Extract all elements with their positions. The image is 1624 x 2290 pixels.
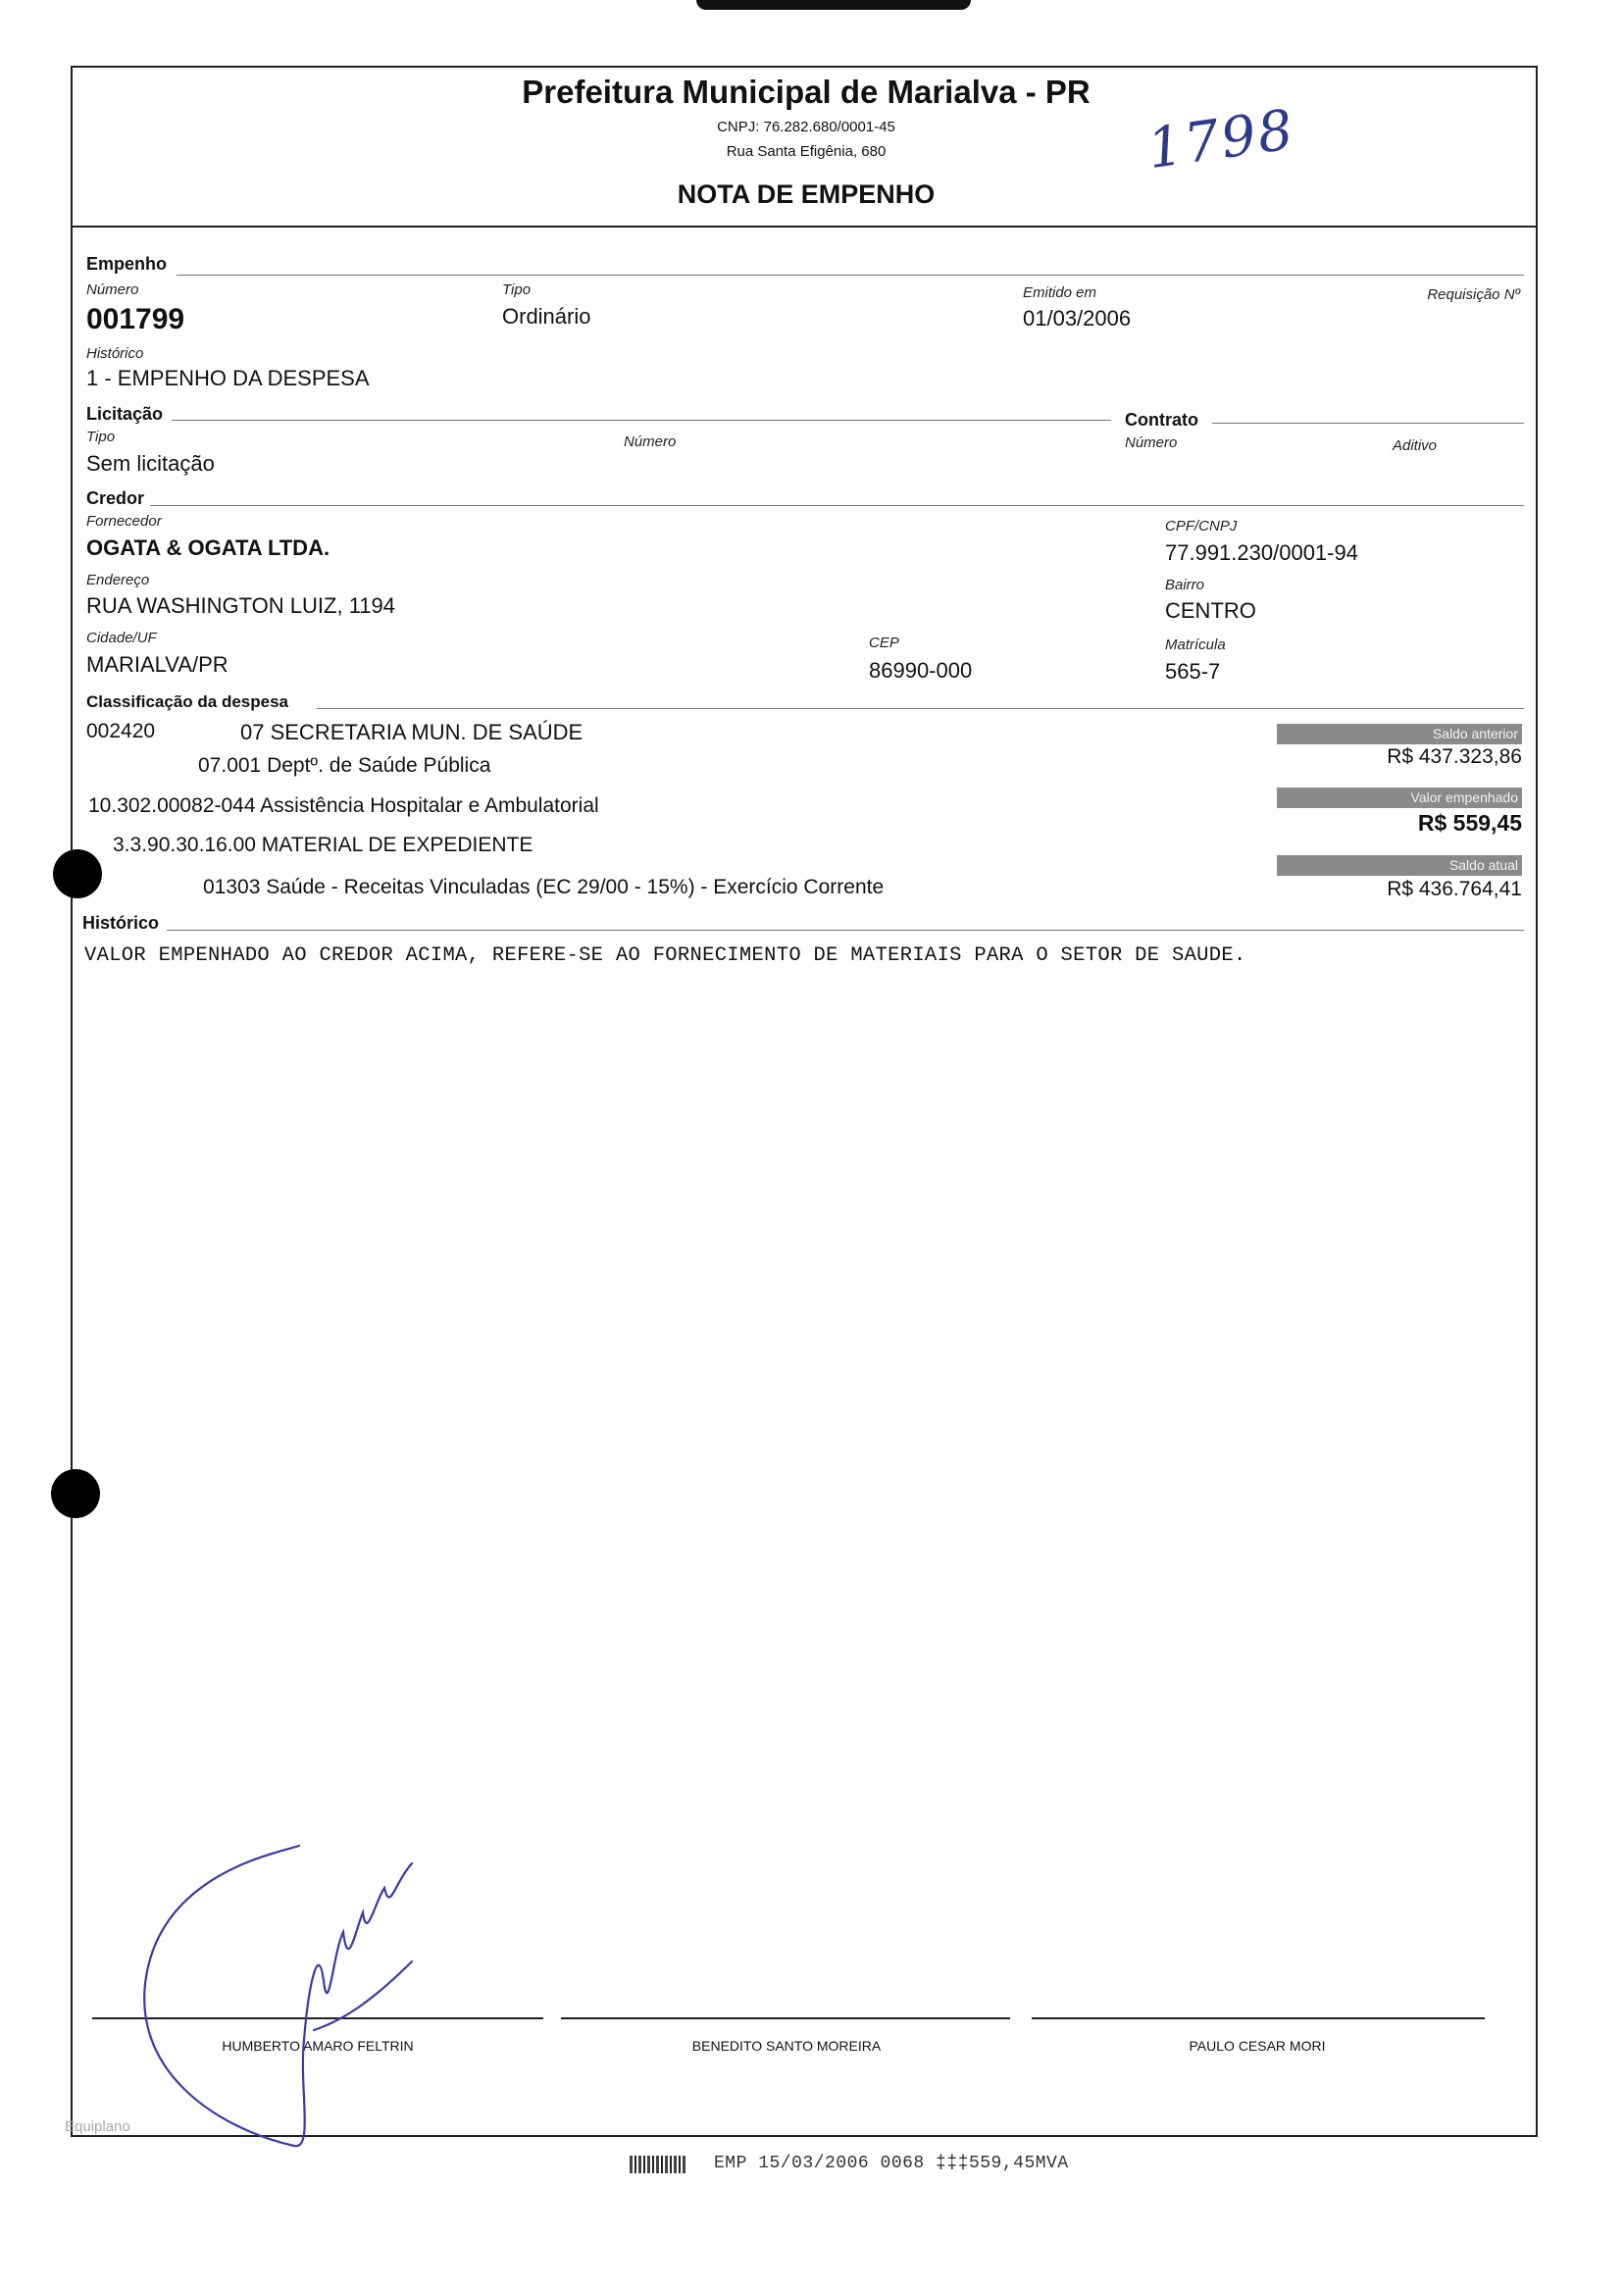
classificacao-fonte: 01303 Saúde - Receitas Vinculadas (EC 29/00 - 15%) - Exercício Corrente: [203, 876, 885, 898]
empenho-numero-label: Número: [86, 281, 139, 298]
section-rule: [172, 420, 1111, 421]
signatory-name: BENEDITO SANTO MOREIRA: [691, 2038, 882, 2054]
endereco-value: RUA WASHINGTON LUIZ, 1194: [86, 593, 396, 618]
section-rule: [177, 275, 1524, 276]
cidade-value: MARIALVA/PR: [86, 652, 228, 677]
binder-hole: [53, 849, 102, 898]
fornecedor-label: Fornecedor: [86, 513, 162, 530]
saldo-anterior-value: R$ 437.323,86: [1387, 745, 1522, 768]
signature-line: [1032, 2017, 1485, 2019]
classificacao-funcional: 10.302.00082-044 Assistência Hospitalar e Ambulatorial: [88, 794, 599, 817]
cep-label: CEP: [869, 635, 899, 651]
doc-title: NOTA DE EMPENHO: [677, 179, 936, 209]
classificacao-code: 002420: [86, 720, 156, 742]
org-name: Prefeitura Municipal de Marialva - PR: [522, 74, 1091, 110]
saldo-atual-value: R$ 436.764,41: [1387, 878, 1522, 900]
requisicao-label: Requisição Nº: [1427, 286, 1520, 303]
contrato-numero-label: Número: [1125, 434, 1178, 451]
cpf-label: CPF/CNPJ: [1165, 518, 1238, 534]
cidade-label: Cidade/UF: [86, 630, 157, 646]
saldo-anterior-badge: Saldo anterior: [1277, 724, 1522, 744]
contrato-aditivo-label: Aditivo: [1393, 437, 1438, 454]
section-rule: [167, 930, 1524, 931]
valor-empenhado-value: R$ 559,45: [1417, 810, 1522, 836]
header-divider: [71, 226, 1538, 228]
section-rule: [150, 505, 1524, 506]
licitacao-tipo-label: Tipo: [86, 429, 116, 445]
section-classificacao: Classificação da despesa: [86, 692, 289, 711]
barcode-icon: [630, 2156, 686, 2173]
empenho-tipo-label: Tipo: [502, 281, 532, 298]
valor-empenhado-badge: Valor empenhado: [1277, 788, 1522, 808]
emitido-date: 01/03/2006: [1023, 306, 1132, 331]
cep-value: 86990-000: [869, 658, 973, 683]
emitido-label: Emitido em: [1023, 284, 1097, 301]
section-licitacao: Licitação: [86, 404, 164, 424]
handwritten-number: 1798: [1143, 97, 1299, 182]
licitacao-numero-label: Número: [624, 433, 677, 450]
software-watermark: Equiplano: [65, 2118, 130, 2135]
endereco-label: Endereço: [86, 572, 150, 588]
matricula-label: Matrícula: [1165, 636, 1226, 653]
scan-edge-mark: [696, 0, 971, 10]
bairro-value: CENTRO: [1165, 598, 1256, 623]
empenho-tipo: Ordinário: [502, 304, 591, 329]
classificacao-orgao: 07 SECRETARIA MUN. DE SAÚDE: [240, 720, 584, 744]
section-rule: [1212, 423, 1524, 424]
cpf-value: 77.991.230/0001-94: [1165, 540, 1358, 565]
classificacao-unidade: 07.001 Deptº. de Saúde Pública: [198, 754, 491, 777]
section-rule: [317, 708, 1524, 709]
bairro-label: Bairro: [1165, 577, 1205, 593]
matricula-value: 565-7: [1165, 659, 1221, 684]
signatory-name: HUMBERTO AMARO FELTRIN: [222, 2038, 414, 2054]
signatory-name: PAULO CESAR MORI: [1189, 2038, 1326, 2054]
empenho-numero: 001799: [86, 303, 185, 335]
fornecedor-name: OGATA & OGATA LTDA.: [86, 535, 330, 560]
historico-text: VALOR EMPENHADO AO CREDOR ACIMA, REFERE-SE AO FORNECIMENTO DE MATERIAIS PARA O SETOR DE SAUDE.: [84, 944, 1246, 967]
empenho-historico-label: Histórico: [86, 345, 144, 362]
org-cnpj: CNPJ: 76.282.680/0001-45: [717, 119, 895, 135]
section-credor: Credor: [86, 488, 145, 508]
section-empenho: Empenho: [86, 254, 168, 274]
empenho-historico: 1 - EMPENHO DA DESPESA: [86, 366, 370, 390]
section-contrato: Contrato: [1125, 410, 1198, 430]
binder-hole: [51, 1469, 100, 1518]
licitacao-tipo: Sem licitação: [86, 451, 215, 476]
org-address: Rua Santa Efigênia, 680: [726, 143, 887, 160]
handwritten-signature: [127, 1834, 441, 2158]
bank-stamp: EMP 15/03/2006 0068 ‡‡‡559,45MVA: [714, 2154, 1069, 2173]
classificacao-elemento: 3.3.90.30.16.00 MATERIAL DE EXPEDIENTE: [113, 834, 533, 856]
signature-line: [561, 2017, 1010, 2019]
section-historico: Histórico: [82, 913, 160, 933]
saldo-atual-badge: Saldo atual: [1277, 855, 1522, 876]
